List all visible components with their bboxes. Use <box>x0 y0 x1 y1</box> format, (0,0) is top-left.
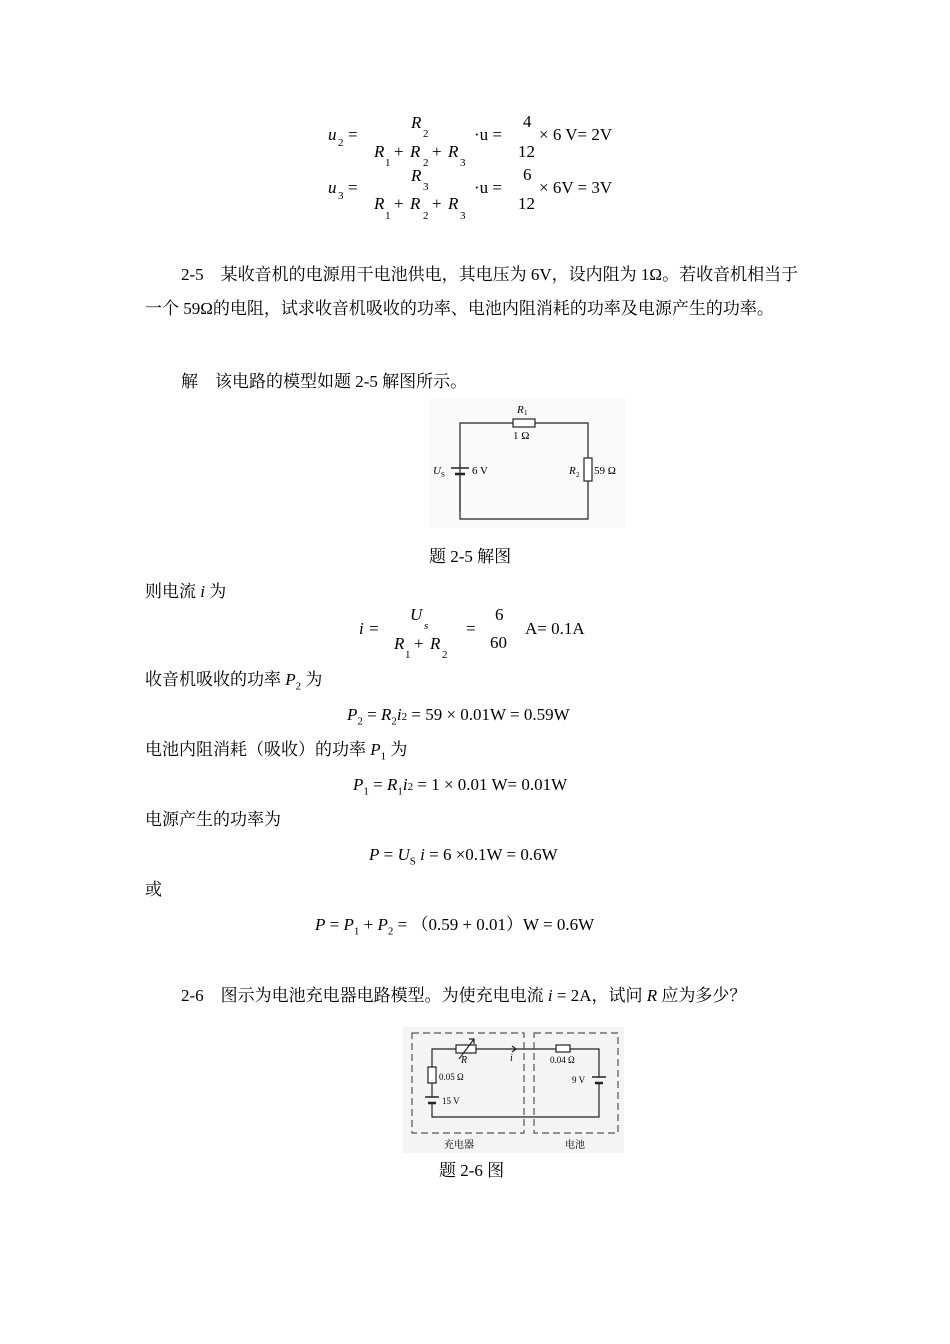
p2-intro <box>145 671 322 692</box>
circuit-2-6-diagram <box>403 1027 624 1153</box>
fig26-v-batt: 9 V <box>572 1075 586 1085</box>
ptotal-f-rest: = 6 ×0.1W = 0.6W <box>424 845 558 864</box>
u2-num: R <box>411 113 422 132</box>
current-rest: A= 0.1A <box>525 619 585 638</box>
p2-intro-pre: 收音机吸收的功率 <box>145 670 286 689</box>
fig26-r-int: 0.05 Ω <box>439 1072 464 1082</box>
u2-lhs: u <box>328 125 337 144</box>
u3-den-r3-sub: 3 <box>460 210 466 222</box>
circuit-2-5-diagram <box>429 398 626 528</box>
u3-den-r1-sub: 1 <box>385 210 391 222</box>
p2-f-exp: 2 <box>401 711 408 723</box>
u2-frac-num: 4 <box>523 112 532 131</box>
ptotal-intro: 电源产生的功率为 <box>145 810 281 829</box>
fig26-box1-label: 充电器 <box>444 1140 474 1151</box>
u3-lhs: u <box>328 178 337 197</box>
current-den-b: R <box>430 634 441 653</box>
u2-mult: ·u = <box>474 125 502 144</box>
u2-num-sub: 2 <box>423 128 429 140</box>
p1-intro-post: 为 <box>386 740 408 759</box>
fig25-r2-label: R <box>569 465 576 477</box>
p2-f-p: P <box>347 705 358 724</box>
problem-2-5-text: 2-5 某收音机的电源用干电池供电，其电压为 6V，设内阻为 1Ω。若收音机相当于一个 59Ω的电阻，试求收音机吸收的功率、电池内阻消耗的功率及电源产生的功率。 <box>145 265 799 318</box>
current-num: U <box>410 605 423 624</box>
p2-f-p-sub: 2 <box>357 715 363 728</box>
p1-f-p-sub: 1 <box>363 785 369 798</box>
u3-den-plus: + <box>394 194 404 213</box>
u3-eq: = <box>348 178 358 197</box>
formula-p2 <box>347 706 570 727</box>
u3-frac-num: 6 <box>523 165 532 184</box>
problem-2-6-text <box>181 987 746 1004</box>
p26-text-post: 应为多少？ <box>657 986 747 1005</box>
ptotal-g-p: P <box>315 915 326 934</box>
fig25-r2-sub: 2 <box>576 471 580 479</box>
u2-den-r2: R <box>410 142 421 161</box>
u3-num-sub: 3 <box>423 181 429 193</box>
u2-den-r3-sub: 3 <box>460 157 466 169</box>
ptotal-g-p1: P <box>343 915 354 934</box>
p1-f-r: R <box>386 775 398 794</box>
u3-lhs-sub: 3 <box>338 190 344 202</box>
current-intro <box>145 583 226 600</box>
p26-text-var: i <box>547 986 553 1005</box>
u3-mult: ·u = <box>474 178 502 197</box>
current-intro-pre: 则电流 <box>145 582 201 601</box>
current-intro-var: i <box>200 582 205 601</box>
fig26-r-label: R <box>461 1055 468 1066</box>
p2-f-rest: = 59 × 0.01W = 0.59W <box>407 705 570 724</box>
figure-2-5-caption: 题 2-5 解图 <box>429 547 512 566</box>
p1-f-rest: = 1 × 0.01 W= 0.01W <box>413 775 568 794</box>
p1-f-eq: = <box>368 775 387 794</box>
u3-den-r2: R <box>410 194 421 213</box>
u3-den-r3: R <box>448 194 459 213</box>
current-den-a: R <box>394 634 405 653</box>
current-frac-num: 6 <box>495 605 504 624</box>
p2-intro-post: 为 <box>301 670 323 689</box>
ptotal-g-rest: = （0.59 + 0.01）W = 0.6W <box>393 915 595 934</box>
ptotal-f-eq: = <box>379 845 398 864</box>
u3-frac-den: 12 <box>518 194 535 213</box>
fig25-us-label: U <box>433 465 441 477</box>
u2-den-r1-sub: 1 <box>385 157 391 169</box>
p2-intro-sub: 2 <box>295 680 302 693</box>
solution-intro: 解 该电路的模型如题 2-5 解图所示。 <box>181 372 468 391</box>
p1-intro <box>145 741 407 762</box>
current-lhs: i = <box>359 619 380 638</box>
fig25-r1-label: R <box>517 404 524 416</box>
u2-rest: × 6 V= 2V <box>539 125 613 144</box>
fig25-r1-sub: 1 <box>524 409 528 417</box>
current-eq: = <box>466 619 476 638</box>
current-den-plus: + <box>414 634 424 653</box>
fig25-us-value: 6 V <box>472 465 488 477</box>
u2-frac-den: 12 <box>518 142 535 161</box>
ptotal-f-u: U <box>397 845 410 864</box>
p1-intro-sub: 1 <box>380 750 387 763</box>
ptotal-g-p1-sub: 1 <box>353 925 360 938</box>
u2-den-r2-sub: 2 <box>423 157 429 169</box>
p2-f-r: R <box>380 705 392 724</box>
p1-f-p: P <box>353 775 364 794</box>
u2-den-plus: + <box>394 142 404 161</box>
fig25-r2-value: 59 Ω <box>594 465 616 477</box>
p2-f-eq: = <box>362 705 381 724</box>
p2-f-r-sub: 2 <box>391 715 397 728</box>
fig26-r-batt: 0.04 Ω <box>550 1055 575 1065</box>
u2-eq: = <box>348 125 358 144</box>
u2-den-r1: R <box>374 142 385 161</box>
p2-f-i: i <box>396 705 402 724</box>
figure-2-5 <box>429 398 626 528</box>
figure-2-6 <box>403 1027 624 1153</box>
p1-intro-var: P <box>370 740 381 759</box>
u3-den-r1: R <box>374 194 385 213</box>
ptotal-f-p: P <box>369 845 380 864</box>
p26-text-pre: 2-6 图示为电池充电器电路模型。为使充电电流 <box>181 986 548 1005</box>
ptotal-g-eq: = <box>325 915 344 934</box>
u3-rest: × 6V = 3V <box>539 178 613 197</box>
u3-num: R <box>411 166 422 185</box>
u3-den-r2-sub: 2 <box>423 210 429 222</box>
u3-den-plus2: + <box>432 194 442 213</box>
ptotal-g-p2-sub: 2 <box>387 925 394 938</box>
p26-text-mid: = 2A，试问 <box>552 986 647 1005</box>
u2-den-plus2: + <box>432 142 442 161</box>
figure-2-6-caption: 题 2-6 图 <box>439 1161 505 1180</box>
current-den-b-sub: 2 <box>442 649 448 661</box>
formula-ptotal <box>369 846 558 867</box>
u2-den-r3: R <box>448 142 459 161</box>
ptotal-g-plus: + <box>359 915 378 934</box>
current-intro-post: 为 <box>204 582 227 601</box>
formula-p1 <box>353 776 567 797</box>
p2-intro-var: P <box>285 670 296 689</box>
current-frac-den: 60 <box>490 633 507 652</box>
fig26-box2-label: 电池 <box>565 1140 585 1151</box>
or-label: 或 <box>145 880 162 899</box>
p1-intro-pre: 电池内阻消耗（吸收）的功率 <box>145 740 371 759</box>
fig26-i-label: i <box>510 1053 513 1064</box>
p1-f-exp: 2 <box>407 781 414 793</box>
fig25-r1-value: 1 Ω <box>513 430 530 442</box>
p1-f-i: i <box>402 775 408 794</box>
fig25-us-sub: S <box>441 471 445 479</box>
current-den-a-sub: 1 <box>405 649 411 661</box>
current-num-sub: s <box>424 620 429 632</box>
ptotal-f-i: i <box>420 845 425 864</box>
ptotal-g-p2: P <box>377 915 388 934</box>
p26-text-var2: R <box>646 986 658 1005</box>
p1-f-r-sub: 1 <box>397 785 403 798</box>
formula-ptotal-alt <box>315 916 594 937</box>
fig26-v-src: 15 V <box>442 1096 460 1106</box>
u2-lhs-sub: 2 <box>338 137 344 149</box>
ptotal-f-u-sub: S <box>409 855 416 868</box>
